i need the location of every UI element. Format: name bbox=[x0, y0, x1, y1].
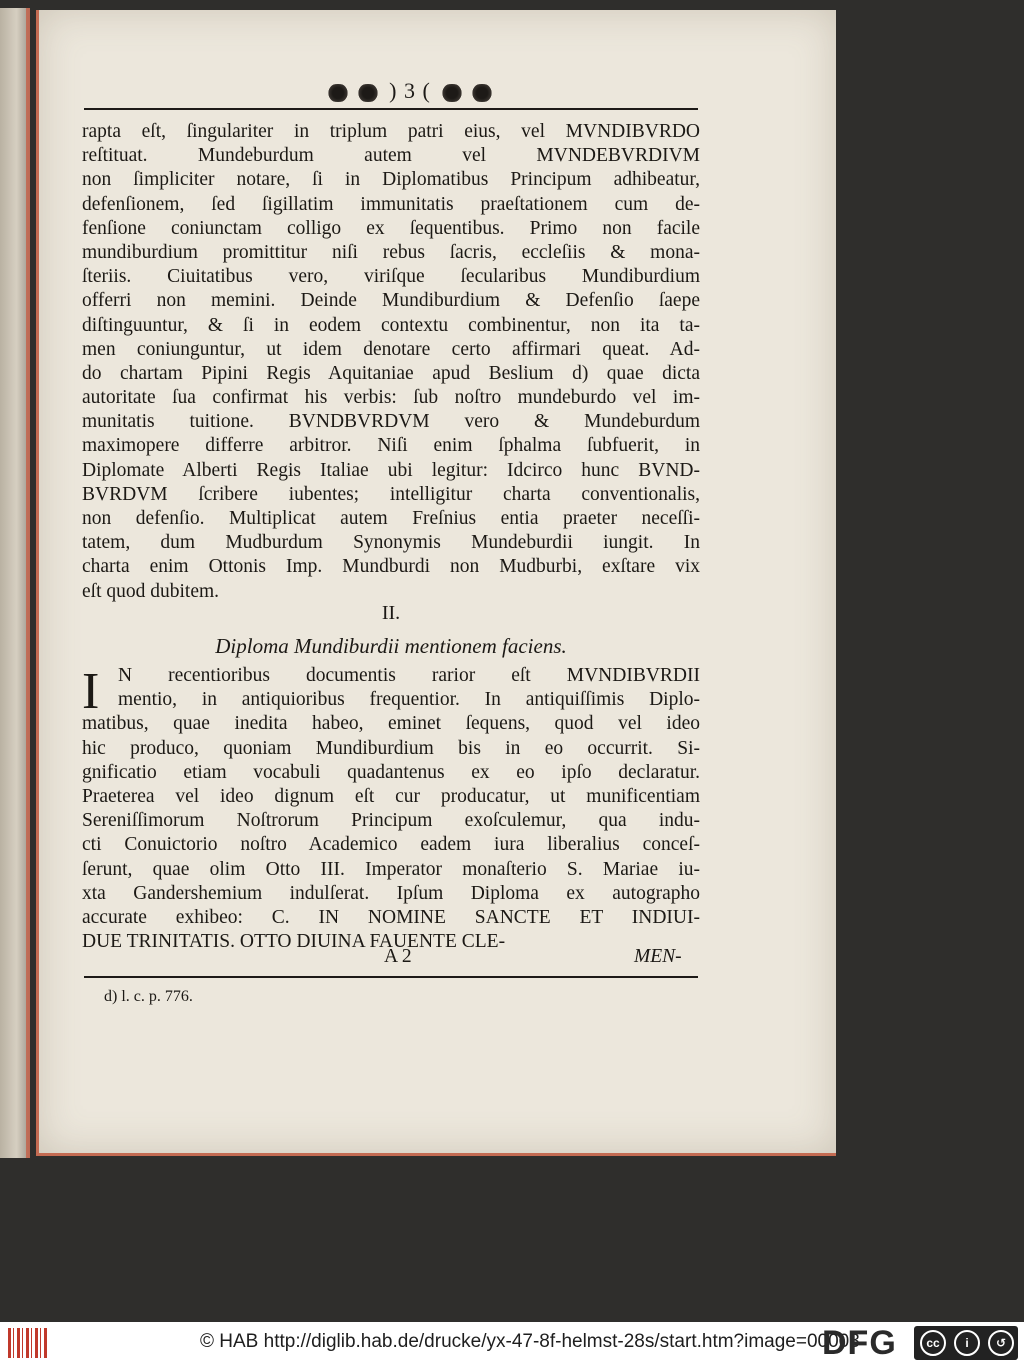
text-line: fenſione coniunctam colligo ex ſequentibus. Primo non facile bbox=[82, 217, 700, 239]
text-line: autoritate ſua confirmat his verbis: ſub noſtro mundeburdo vel im- bbox=[82, 387, 700, 409]
text-line: cti Conuictorio noſtro Academico eadem iura liberalius conceſ- bbox=[82, 834, 700, 856]
section-title: Diploma Mundiburdii mentionem faciens. bbox=[215, 634, 567, 658]
dfg-logo: DFG bbox=[822, 1324, 897, 1362]
text-line: non defenſio. Multiplicat autem Freſnius entia praeter neceſſi- bbox=[82, 508, 700, 529]
signature-mark: A 2 bbox=[384, 946, 412, 967]
page-header bbox=[310, 78, 510, 104]
flower-ornament-icon bbox=[469, 84, 495, 102]
flower-ornament-icon bbox=[355, 84, 381, 102]
text-line: xta Gandershemium indulſerat. Ipſum Diploma ex autographo bbox=[82, 882, 700, 904]
text-line: Sereniſſimorum Noſtrorum Principum exoſculemur, qua indu- bbox=[82, 810, 700, 832]
footnote: d) l. c. p. 776. bbox=[104, 988, 193, 1005]
text-line: ſteriis. Ciuitatibus vero, viriſque ſecularibus Mundiburdium bbox=[82, 266, 700, 288]
section-paragraph bbox=[82, 664, 700, 954]
text-line: mundiburdium promittitur niſi rebus ſacris, eccleſiis & mona- bbox=[82, 241, 700, 263]
text-line: N recentioribus documentis rarior eſt MVNDIBVRDII bbox=[118, 665, 700, 686]
text-line: accurate exhibeo: C. IN NOMINE SANCTE ET INDIUI- bbox=[82, 906, 700, 928]
text-line: munitatis tuitione. BVNDBVRDVM vero & Mundeburdum bbox=[82, 411, 700, 433]
text-line: rapta eſt, ſingulariter in triplum patri eius, vel MVNDIBVRDO bbox=[82, 121, 700, 142]
flower-ornament-icon bbox=[325, 84, 351, 102]
cc-icon: cc bbox=[920, 1330, 946, 1356]
sa-icon: ↺ bbox=[988, 1330, 1014, 1356]
text-line: diſtinguuntur, & ſi in eodem contextu combinentur, non ita ta- bbox=[82, 314, 700, 336]
text-line: tatem, dum Mudburdum Synonymis Mundeburdii iungit. In bbox=[82, 532, 700, 554]
text-line: mentio, in antiquioribus frequentior. In antiquiſſimis Diplo- bbox=[118, 689, 700, 711]
cc-license-badge[interactable] bbox=[914, 1326, 1018, 1360]
drop-capital: I bbox=[82, 663, 100, 720]
text-line: men coniunguntur, ut idem denotare certo affirmari queat. Ad- bbox=[82, 338, 700, 360]
previous-page-edge bbox=[0, 8, 30, 1158]
text-line: non ſimpliciter notare, ſi in Diplomatibus Principum adhibeatur, bbox=[82, 169, 700, 191]
hab-barcode-logo bbox=[8, 1328, 48, 1358]
section-number: II. bbox=[381, 602, 401, 624]
catchword: MEN- bbox=[634, 946, 682, 967]
page-number: ) 3 ( bbox=[389, 78, 431, 103]
footer-bar bbox=[0, 1322, 1024, 1364]
text-line: Diplomate Alberti Regis Italiae ubi legitur: Idcirco hunc BVND- bbox=[82, 459, 700, 481]
text-line: eſt quod dubitem. bbox=[82, 580, 220, 602]
text-line: gnificatio etiam vocabuli quadantenus ex eo ipſo declaratur. bbox=[82, 761, 700, 783]
text-line: matibus, quae inedita habeo, eminet ſequens, quod vel ideo bbox=[82, 713, 700, 735]
text-line: BVRDVM ſcribere iubentes; intelligitur charta conventionalis, bbox=[82, 483, 700, 505]
text-line: hic produco, quoniam Mundiburdium bis in eo occurrit. Si- bbox=[82, 737, 700, 759]
text-line: offerri non memini. Deinde Mundiburdium & Defenſio ſaepe bbox=[82, 290, 700, 312]
text-line: ſerunt, quae olim Otto III. Imperator monaſterio S. Mariae iu- bbox=[82, 858, 700, 880]
text-line: Praeterea vel ideo dignum eſt cur producatur, ut munificentiam bbox=[82, 785, 700, 807]
text-line: do chartam Pipini Regis Aquitaniae apud Beslium d) quae dicta bbox=[82, 362, 700, 384]
text-line: maximopere differre arbitror. Niſi enim ſphalma ſubfuerit, in bbox=[82, 435, 700, 457]
by-icon: i bbox=[954, 1330, 980, 1356]
footnote-rule bbox=[84, 976, 698, 978]
body-paragraph bbox=[82, 120, 700, 604]
text-line: defenſionem, ſed ſigillatim immunitatis praeſtationem cum de- bbox=[82, 193, 700, 215]
flower-ornament-icon bbox=[439, 84, 465, 102]
text-line: DUE TRINITATIS. OTTO DIUINA FAUENTE CLE- bbox=[82, 931, 506, 953]
source-credit-link[interactable]: © HAB http://diglib.hab.de/drucke/yx-47-8f-helmst-28s/start.htm?image=00003 bbox=[200, 1331, 860, 1352]
text-line: reſtituat. Mundeburdum autem vel MVNDEBVRDIVM bbox=[82, 145, 700, 167]
text-line: charta enim Ottonis Imp. Mundburdi non Mudburbi, exſtare vix bbox=[82, 556, 700, 578]
header-rule bbox=[84, 108, 698, 110]
